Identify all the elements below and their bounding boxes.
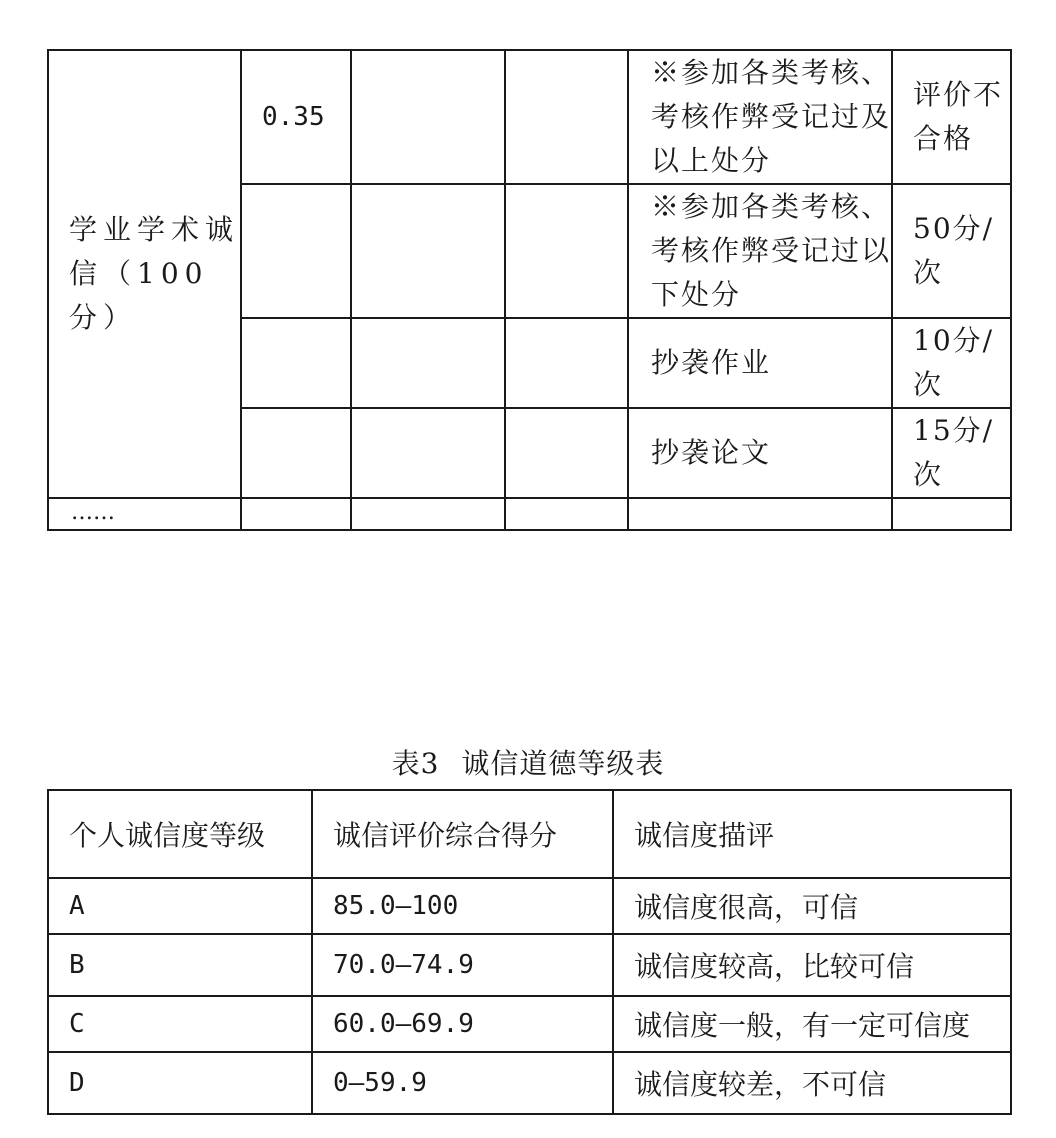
deduction-cell: 15分/次 (892, 408, 1011, 498)
empty-cell (351, 408, 505, 498)
grade-cell: A (48, 878, 312, 934)
integrity-grade-table (47, 789, 1012, 1115)
ellipsis-cell: …… (48, 498, 241, 530)
empty-cell (241, 408, 351, 498)
item-cell: ※参加各类考核、考核作弊受记过以下处分 (628, 184, 892, 318)
grade-cell: D (48, 1052, 312, 1114)
deduction-cell: 10分/次 (892, 318, 1011, 408)
table-row (48, 498, 1011, 530)
empty-cell (351, 498, 505, 530)
empty-cell (892, 498, 1011, 530)
table-header-row (48, 790, 1011, 878)
table-row (48, 996, 1011, 1052)
empty-cell (505, 318, 628, 408)
empty-cell (241, 498, 351, 530)
header-cell: 诚信评价综合得分 (312, 790, 613, 878)
empty-cell (505, 498, 628, 530)
empty-cell (505, 50, 628, 184)
score-cell: 70.0—74.9 (312, 934, 613, 996)
grade-cell: C (48, 996, 312, 1052)
empty-cell (351, 318, 505, 408)
empty-cell (505, 184, 628, 318)
empty-cell (628, 498, 892, 530)
item-cell: 抄袭论文 (628, 408, 892, 498)
deduction-cell: 评价不合格 (892, 50, 1011, 184)
score-cell: 0—59.9 (312, 1052, 613, 1114)
score-cell: 60.0—69.9 (312, 996, 613, 1052)
description-cell: 诚信度很高，可信 (613, 878, 1011, 934)
description-cell: 诚信度一般，有一定可信度 (613, 996, 1011, 1052)
table-row (48, 934, 1011, 996)
description-cell: 诚信度较高，比较可信 (613, 934, 1011, 996)
category-cell: 学业学术诚信（100分） (48, 50, 241, 498)
empty-cell (505, 408, 628, 498)
item-cell: 抄袭作业 (628, 318, 892, 408)
weight-cell: 0.35 (241, 50, 351, 184)
item-cell: ※参加各类考核、考核作弊受记过及以上处分 (628, 50, 892, 184)
integrity-scoring-table (47, 49, 1012, 531)
empty-cell (241, 318, 351, 408)
caption-title: 诚信道德等级表 (461, 747, 665, 780)
deduction-cell: 50分/次 (892, 184, 1011, 318)
table-row (48, 1052, 1011, 1114)
table-caption (0, 742, 1056, 782)
grade-cell: B (48, 934, 312, 996)
caption-number: 表3 (391, 747, 440, 780)
empty-cell (241, 184, 351, 318)
header-cell: 诚信度描评 (613, 790, 1011, 878)
table-row (48, 50, 1011, 184)
empty-cell (351, 184, 505, 318)
score-cell: 85.0—100 (312, 878, 613, 934)
table-row (48, 878, 1011, 934)
empty-cell (351, 50, 505, 184)
description-cell: 诚信度较差，不可信 (613, 1052, 1011, 1114)
header-cell: 个人诚信度等级 (48, 790, 312, 878)
